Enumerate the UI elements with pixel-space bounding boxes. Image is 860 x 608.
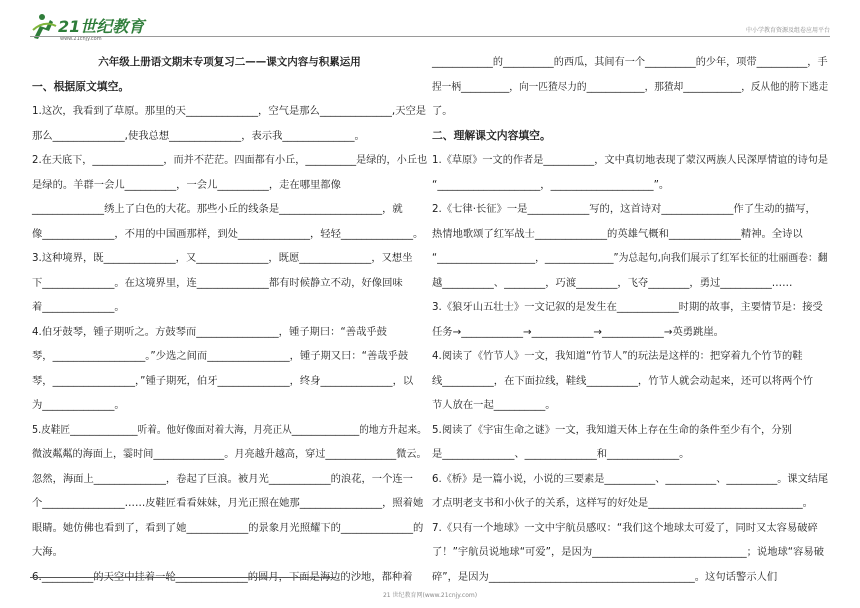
footer-text: 21 世纪教育网(www.21cnjy.com) <box>382 592 478 599</box>
text-line: 了。 <box>432 105 453 117</box>
right-column <box>432 50 828 589</box>
text-line: 7.《只有一个地球》一文中宇航员感叹：“我们这个地球太可爱了，同时又太容易破碎 <box>432 521 818 534</box>
text-line: ____________的__________的西瓜，其间有一个__________的少年，项带__________，手 <box>432 56 828 68</box>
text-line: 1.这次，我看到了草原。那里的天______________，空气是那么______________,天空是 <box>32 105 427 117</box>
text-line: 像______________，不用的中国画那样，到处______________，轻轻______________。 <box>32 227 424 240</box>
text-line: “____________________，______________”为总起句,向我们展示了红军长征的壮丽画卷：翻 <box>432 252 828 264</box>
text-line: 下______________。在这境界里，连______________都有时候静立不动，好像回味 <box>32 276 403 289</box>
text-line: 4.阅读了《竹节人》一文，我知道“竹节人”的玩法是这样的：把穿着九个竹节的鞋 <box>432 350 803 362</box>
text-line: 是绿的。羊群一会儿__________，一会儿__________，走在哪里都像 <box>32 178 341 191</box>
text-line: 大海。 <box>32 546 63 558</box>
text-line: 5.阅读了《宇宙生命之谜》一文，我知道天体上存在生命的条件至少有个，分别 <box>432 423 792 436</box>
logo-url: www.21cnjy.com <box>60 36 102 42</box>
header-rule <box>30 36 830 37</box>
text-line: 眼睛。她仿佛也看到了，看到了她____________的景象月光照耀下的______________的 <box>32 521 424 534</box>
footer-rule <box>30 577 336 578</box>
text-line: 3.这种境界，既______________，又______________，既愿______________，又想坐 <box>32 252 413 264</box>
section-heading-2: 二、理解课文内容填空。 <box>432 128 551 142</box>
text-line: 节人放在一起__________。 <box>432 399 556 411</box>
text-line: 6.__________的天空中挂着一轮______________的圆月，下面是海边的沙地，都种着 <box>32 570 413 583</box>
text-line: 任务→____________→____________→____________→英勇跳崖。 <box>432 325 724 338</box>
text-line: ______________绣上了白色的大花。那些小丘的线条是____________________，就 <box>32 203 403 215</box>
text-line: 2.在天底下，______________，而并不茫茫。四面都有小丘，__________是绿的，小丘也 <box>32 154 428 166</box>
text-line: 1.《草原》一文的作者是__________，文中真切地表现了蒙汉两族人民深厚情谊的诗句是 <box>432 154 829 166</box>
site-logo <box>30 8 180 44</box>
text-line: 那么______________,使我总想______________，表示我______________。 <box>32 129 365 142</box>
text-line: 了！”宇航员说地球“可爱”，是因为______________________________；说地球“容易破 <box>432 546 825 558</box>
text-line: 越__________、________，巧渡________，飞夺________，勇过__________…… <box>432 276 793 289</box>
text-line: 为______________。 <box>32 399 125 411</box>
text-line: 忽然，海面上______________，卷起了巨浪。被月光____________的浪花，一个连一 <box>32 472 413 485</box>
text-line: 3.《狼牙山五壮士》一文记叙的是发生在____________时期的故事，主要情节是：接受 <box>432 301 823 313</box>
logo-text: 21世纪教育 <box>58 17 145 36</box>
text-line: 线__________，在下面拉线，鞋线__________，竹节人就会动起来，还可以将两个竹 <box>432 374 813 387</box>
text-line: 捏一柄__________，向一匹猹尽力的____________，那猹却____________，反从他的胯下逃走 <box>432 80 829 93</box>
text-line: 才点明老支书和小伙子的关系，这样写的好处是______________________________。 <box>432 497 813 509</box>
text-line: 碎”，是因为________________________________________。这句话警示人们 <box>432 570 778 583</box>
text-line: 6.《桥》是一篇小说，小说的三要素是__________、__________、__________。课文结尾 <box>432 472 829 485</box>
section-heading-1: 一、根据原文填空。 <box>32 79 130 93</box>
text-line: 4.伯牙鼓琴，锺子期听之。方鼓琴而________________，锺子期曰：“善哉乎鼓 <box>32 325 387 338</box>
text-line: 琴，__________________。”少选之间而________________，锺子期又曰：“善哉乎鼓 <box>32 350 409 362</box>
text-line: 是______________、______________和______________。 <box>432 448 690 460</box>
text-line: 2.《七律·长征》一是____________写的，这首诗对______________作了生动的描写， <box>432 203 816 215</box>
text-line: 着______________。 <box>32 301 125 313</box>
text-line: 微波粼粼的海面上，霎时间______________。月亮越升越高，穿过______________微云。 <box>32 448 427 460</box>
text-line: “____________________，____________________”。 <box>432 178 670 191</box>
text-line: 5.皮鞋匠______________听着。他好像面对着大海，月亮正从______________的地方升起来。 <box>32 423 427 436</box>
document-title: 六年级上册语文期末专项复习二——课文内容与积累运用 <box>98 56 361 68</box>
text-line: 热情地歌颂了红军战士______________的英雄气概和______________精神。全诗以 <box>432 227 803 240</box>
left-column <box>32 50 427 589</box>
header-platform-text: 中小学教育资源及组卷应用平台 <box>745 27 830 34</box>
text-line: 琴，________________，”锺子期死，伯牙______________，终身______________，以 <box>32 374 414 387</box>
text-line: 个________________……皮鞋匠看看妹妹，月光正照在她那________________，照着她 <box>32 497 424 509</box>
